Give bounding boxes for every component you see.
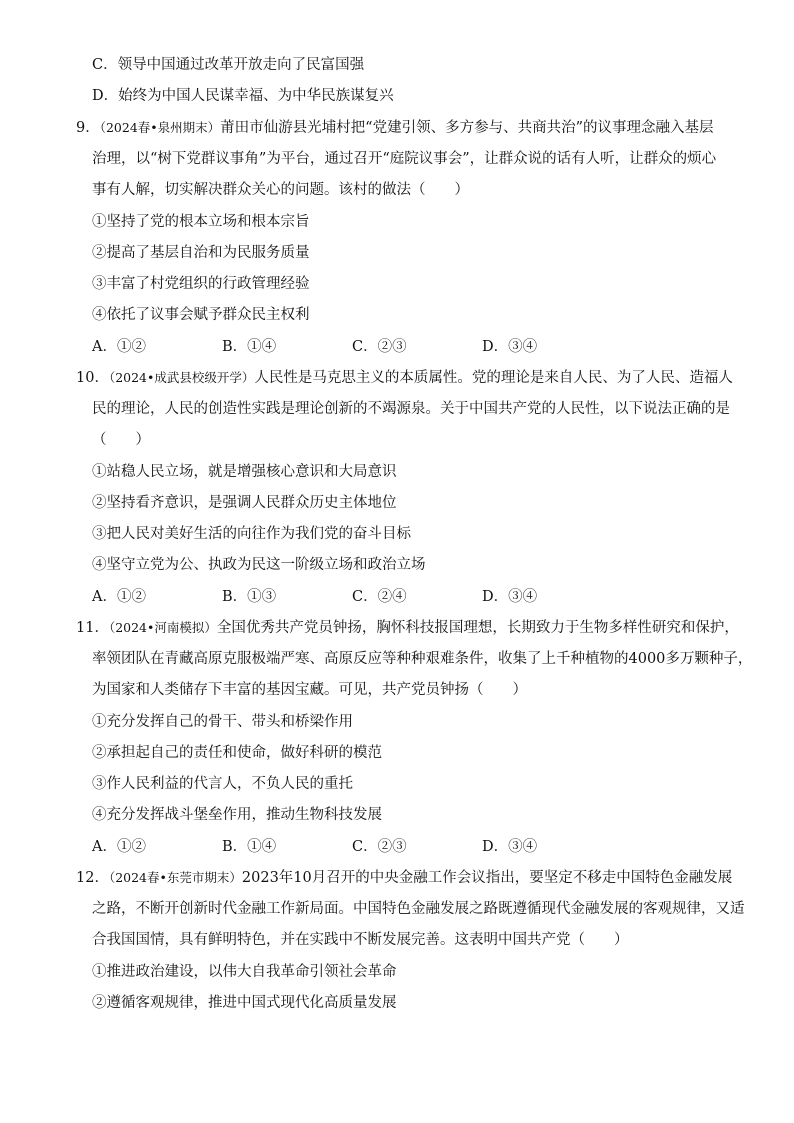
choice-d[interactable]: D．③④ <box>482 339 538 355</box>
statement-4: ④依托了议事会赋予群众民主权利 <box>92 307 310 323</box>
question-number: 9． <box>76 120 100 136</box>
choice-a[interactable]: A．①② <box>92 589 146 605</box>
question-9-head <box>76 118 714 138</box>
choice-c[interactable]: C．②③ <box>352 339 407 355</box>
question-number: 10． <box>76 370 109 386</box>
question-source: （2024春•东莞市期末） <box>108 870 242 885</box>
question-10-head <box>76 368 733 388</box>
option-d: D．始终为中国人民谋幸福、为中华民族谋复兴 <box>92 88 394 104</box>
question-stem-line: 民的理论，人民的创造性实践是理论创新的不竭源泉。关于中国共产党的人民性，以下说法正确的是 <box>92 401 730 417</box>
question-stem-line: （ ） <box>92 432 150 448</box>
choice-b[interactable]: B．①③ <box>222 589 277 605</box>
question-stem-line: 全国优秀共产党员钟扬，胸怀科技报国理想，长期致力于生物多样性研究和保护， <box>216 620 739 636</box>
question-11-head <box>76 618 739 638</box>
choice-d[interactable]: D．③④ <box>482 589 538 605</box>
statement-2: ②遵循客观规律，推进中国式现代化高质量发展 <box>92 995 397 1011</box>
question-source: （2024春•泉州期末） <box>99 120 221 135</box>
choice-d[interactable]: D．③④ <box>482 839 538 855</box>
answer-choices <box>92 587 612 607</box>
choice-b[interactable]: B．①④ <box>222 839 277 855</box>
choice-c[interactable]: C．②④ <box>352 589 407 605</box>
statement-3: ③作人民利益的代言人，不负人民的重托 <box>92 776 353 792</box>
question-source: （2024•河南模拟） <box>108 620 217 635</box>
statement-3: ③丰富了村党组织的行政管理经验 <box>92 276 310 292</box>
statement-4: ④充分发挥战斗堡垒作用，推动生物科技发展 <box>92 807 382 823</box>
answer-choices <box>92 337 612 357</box>
choice-b[interactable]: B．①④ <box>222 339 277 355</box>
statement-2: ②提高了基层自治和为民服务质量 <box>92 245 310 261</box>
question-source: （2024•成武县校级开学） <box>108 370 255 385</box>
statement-2: ②坚持看齐意识，是强调人民群众历史主体地位 <box>92 495 397 511</box>
question-number: 11． <box>76 620 109 636</box>
question-stem-line: 2023年10月召开的中央金融工作会议指出，要坚定不移走中国特色金融发展 <box>241 870 733 886</box>
question-stem-line: 为国家和人类储存下丰富的基因宝藏。可见，共产党员钟扬（ ） <box>92 682 527 698</box>
question-stem-line: 事有人解，切实解决群众关心的问题。该村的做法（ ） <box>92 182 469 198</box>
statement-3: ③把人民对美好生活的向往作为我们党的奋斗目标 <box>92 526 411 542</box>
statement-1: ①推进政治建设，以伟大自我革命引领社会革命 <box>92 964 397 980</box>
choice-a[interactable]: A．①② <box>92 839 146 855</box>
question-stem-line: 率领团队在青藏高原克服极端严寒、高原反应等种种艰难条件，收集了上千种植物的4000多万颗种子， <box>92 651 753 667</box>
question-stem-line: 之路，不断开创新时代金融工作新局面。中国特色金融发展之路既遵循现代金融发展的客观规律，又适 <box>92 901 745 917</box>
question-number: 12． <box>76 870 109 886</box>
question-stem-line: 治理，以“树下党群议事角”为平台，通过召开“庭院议事会”，让群众说的话有人听，让群众的烦心 <box>92 151 717 167</box>
statement-1: ①充分发挥自己的骨干、带头和桥梁作用 <box>92 714 353 730</box>
question-stem-line: 合我国国情，具有鲜明特色，并在实践中不断发展完善。这表明中国共产党（ ） <box>92 932 629 948</box>
question-stem-line: 莆田市仙游县光埔村把“党建引领、多方参与、共商共治”的议事理念融入基层 <box>220 120 714 136</box>
statement-4: ④坚守立党为公、执政为民这一阶级立场和政治立场 <box>92 557 426 573</box>
question-stem-line: 人民性是马克思主义的本质属性。党的理论是来自人民、为了人民、造福人 <box>254 370 733 386</box>
option-c: C．领导中国通过改革开放走向了民富国强 <box>92 57 365 73</box>
statement-1: ①坚持了党的根本立场和根本宗旨 <box>92 214 310 230</box>
answer-choices <box>92 837 612 857</box>
question-12-head <box>76 868 732 888</box>
choice-c[interactable]: C．②③ <box>352 839 407 855</box>
choice-a[interactable]: A．①② <box>92 339 146 355</box>
statement-2: ②承担起自己的责任和使命，做好科研的模范 <box>92 745 382 761</box>
statement-1: ①站稳人民立场，就是增强核心意识和大局意识 <box>92 464 397 480</box>
